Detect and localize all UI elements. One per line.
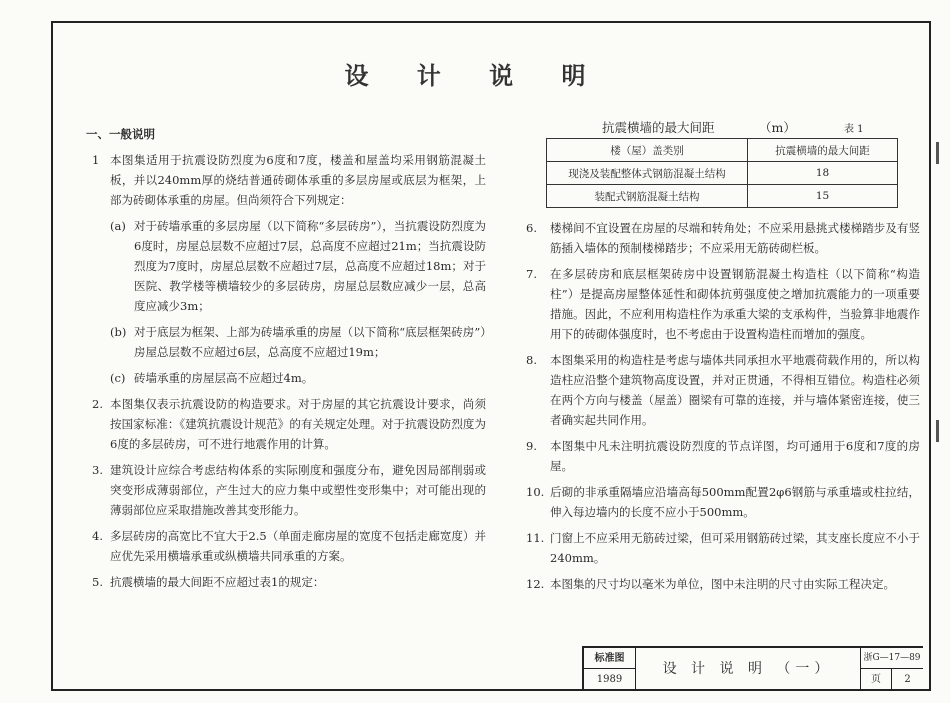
sub-item: [86, 322, 486, 362]
table-title: 抗震横墙的最大间距: [602, 120, 715, 135]
left-column: [86, 124, 486, 598]
page-title: 设 计 说 明: [344, 61, 606, 90]
item-number: 4.: [92, 529, 103, 543]
item-text: 砖墙承重的房屋层高不应超过4m。: [134, 371, 314, 385]
list-item: [86, 572, 486, 592]
list-item: [520, 436, 920, 476]
edge-mark: [936, 420, 939, 442]
header-floor-type: 楼（屋）盖类别: [547, 139, 748, 162]
header-max-spacing: 抗震横墙的最大间距: [748, 139, 898, 162]
item-number: 10.: [526, 485, 545, 499]
list-item: [520, 482, 920, 522]
cell-max-spacing: 15: [748, 185, 898, 208]
item-text: 后砌的非承重隔墙应沿墙高每500mm配置2φ6钢筋与承重墙或柱拉结，伸入每边墙内的长度不应小于500mm。: [550, 485, 920, 519]
item-text: 本图集采用的构造柱是考虑与墙体共同承担水平地震荷载作用的，所以构造柱应沿整个建筑物高度设置，并对正贯通，不得相互错位。构造柱必须在两个方向与楼盖（屋盖）圈梁有可靠的连接，并与墙体紧密连接，使三者确实起共同作用。: [550, 353, 920, 427]
item-text: 门窗上不应采用无筋砖过梁，但可采用钢筋砖过梁，其支座长度应不小于240mm。: [550, 531, 920, 565]
item-number: (c): [110, 371, 126, 385]
right-column: [520, 218, 920, 600]
year: 1989: [584, 669, 636, 690]
item-number: 8.: [526, 353, 537, 367]
cell-floor-type: 现浇及装配整体式钢筋混凝土结构: [547, 162, 748, 185]
title-block: [582, 646, 923, 690]
item-text: 本图集的尺寸均以毫米为单位，图中未注明的尺寸由实际工程决定。: [550, 577, 895, 591]
page-label: 页: [861, 669, 892, 690]
standard-label: 标准图: [584, 648, 636, 669]
item-number: (a): [110, 219, 126, 233]
item-text: 本图集适用于抗震设防烈度为6度和7度，楼盖和屋盖均采用钢筋混凝土板，并以240mm厚的烧结普通砖砌体承重的多层房屋或底层为框架，上部为砖砌体承重的房屋。但尚须符合下列规定：: [110, 153, 486, 207]
drawing-code: 浙G—17—89: [861, 648, 923, 669]
item-text: 本图集仅表示抗震设防的构造要求。对于房屋的其它抗震设计要求，尚须按国家标准：《建筑抗震设计规范》的有关规定处理。对于抗震设防烈度为6度的多层砖房，可不进行地震作用的计算。: [110, 397, 486, 451]
list-item: [86, 526, 486, 566]
list-item: [86, 394, 486, 454]
table-row: [547, 185, 898, 208]
list-item: [520, 528, 920, 568]
list-item: [86, 460, 486, 520]
item-number: 7.: [526, 267, 537, 281]
item-text: 多层砖房的高宽比不宜大于2.5（单面走廊房屋的宽度不包括走廊宽度）并应优先采用横墙承重或纵横墙共同承重的方案。: [110, 529, 486, 563]
list-item: [520, 574, 920, 594]
item-number: 12.: [526, 577, 545, 591]
item-text: 建筑设计应综合考虑结构体系的实际刚度和强度分布，避免因局部削弱或突变形成薄弱部位，产生过大的应力集中或塑性变形集中；对可能出现的薄弱部位应采取措施改善其变形能力。: [110, 463, 486, 517]
item-number: 11.: [526, 531, 545, 545]
item-text: 抗震横墙的最大间距不应超过表1的规定：: [110, 575, 325, 589]
sub-item: [86, 216, 486, 316]
list-item: [520, 350, 920, 430]
item-text: 本图集中凡未注明抗震设防烈度的节点详图，均可通用于6度和7度的房屋。: [550, 439, 920, 473]
item-text: 对于砖墙承重的多层房屋（以下简称“多层砖房”），当抗震设防烈度为6度时，房屋总层数不应超过7层，总高度不应超过21m；当抗震设防烈度为7度时，房屋总层数不应超过7层，总高度不应超过18m；对于医院、教学楼等横墙较少的多层砖房，房屋总层数应减少一层，总高度应减少3m；: [134, 219, 486, 313]
item-text: 楼梯间不宜设置在房屋的尽端和转角处；不应采用悬挑式楼梯踏步及有竖筋插入墙体的预制楼梯踏步；不应采用无筋砖砌栏板。: [550, 221, 920, 255]
item-number: 9.: [526, 439, 537, 453]
item-number: 3.: [92, 463, 103, 477]
item-number: 5.: [92, 575, 103, 589]
table-row: [547, 162, 898, 185]
cell-floor-type: 装配式钢筋混凝土结构: [547, 185, 748, 208]
drawing-title: 设 计 说 明 （一）: [636, 648, 861, 690]
wall-spacing-table: [546, 138, 898, 208]
table-unit: （m）: [759, 120, 796, 135]
item-number: 2.: [92, 397, 103, 411]
section-heading: 一、一般说明: [86, 127, 155, 141]
edge-mark: [936, 142, 939, 164]
list-item: [520, 218, 920, 258]
item-text: 在多层砖房和底层框架砖房中设置钢筋混凝土构造柱（以下简称“构造柱”）是提高房屋整体延性和砌体抗剪强度使之增加抗震能力的一项重要措施。因此，不应利用构造柱作为承重大梁的支承构件，当验算非地震作用下的砖砌体强度时，也不考虑由于设置构造柱而增加的强度。: [550, 267, 920, 341]
item-number: (b): [110, 325, 127, 339]
list-item: [86, 150, 486, 210]
item-number: 1: [92, 153, 100, 167]
sub-item: [86, 368, 486, 388]
table-header-row: [547, 139, 898, 162]
list-item: [520, 264, 920, 344]
cell-max-spacing: 18: [748, 162, 898, 185]
item-number: 6.: [526, 221, 537, 235]
item-text: 对于底层为框架、上部为砖墙承重的房屋（以下简称“底层框架砖房”）房屋总层数不应超过6层，总高度不应超过19m；: [134, 325, 486, 359]
table-number: 表 1: [844, 124, 864, 135]
page-number: 2: [904, 674, 911, 685]
